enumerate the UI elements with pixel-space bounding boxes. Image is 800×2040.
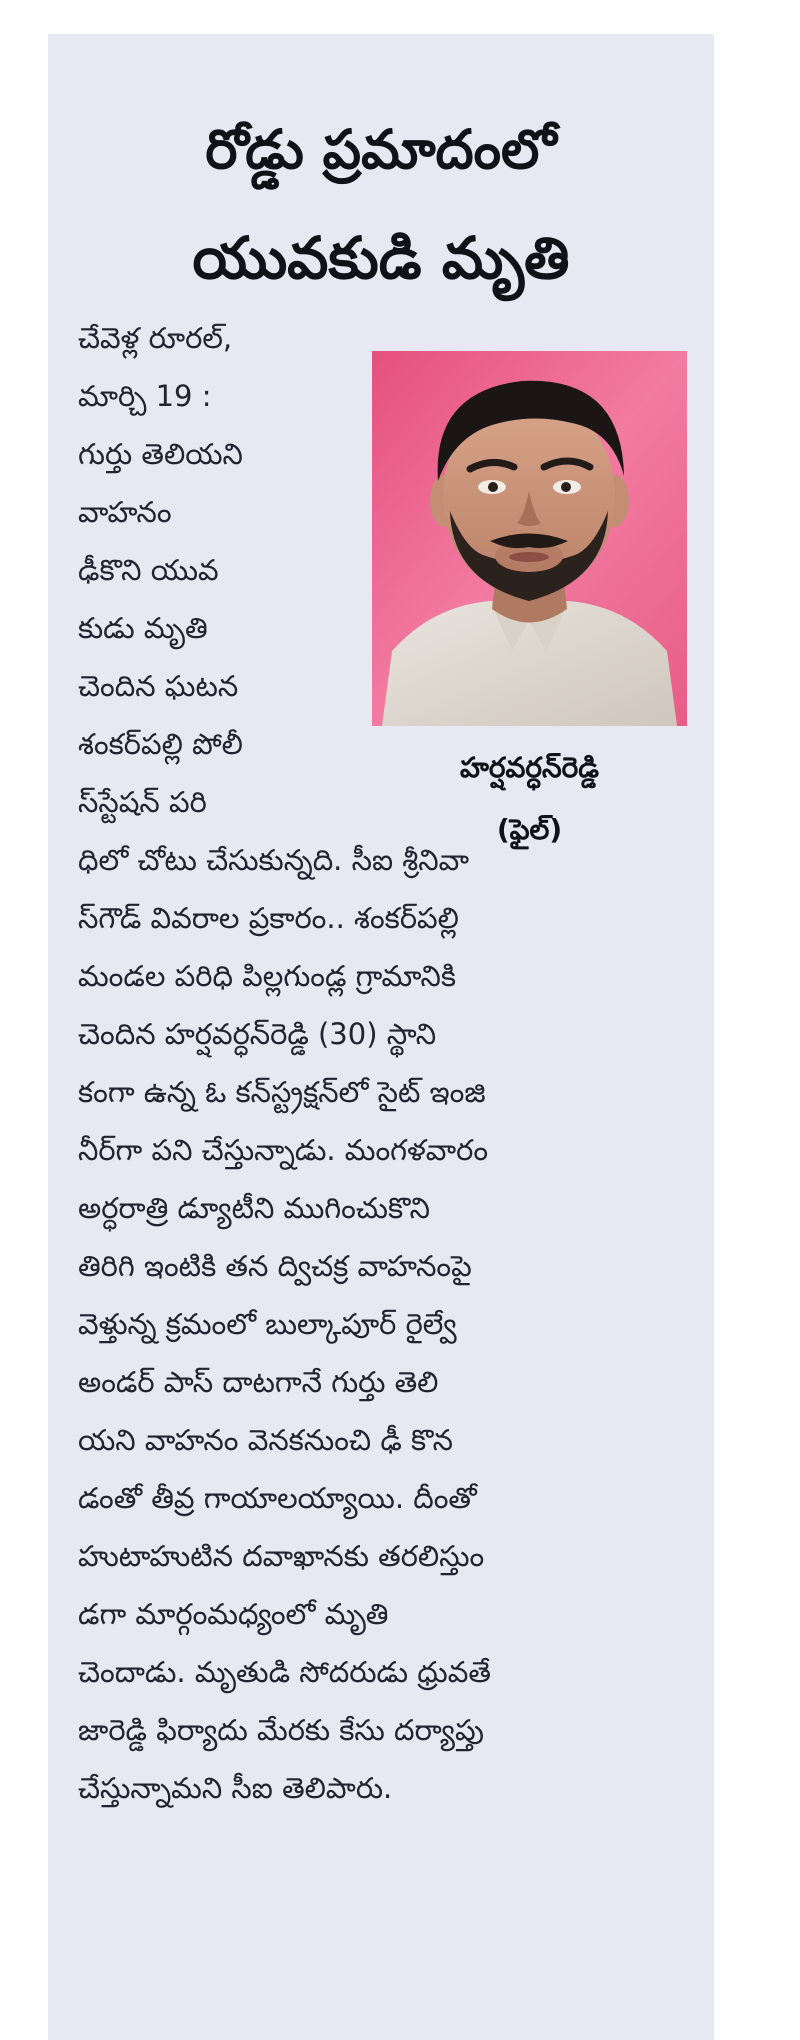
article-line: డగా మార్గంమధ్యంలో మృతి [78,1597,389,1631]
article-line: చేవెళ్ల రూరల్, [78,321,233,355]
article-line: హుటాహుటిన దవాఖానకు తరలిస్తుం [78,1539,485,1573]
article-line: మండల పరిధి పిల్లగుండ్ల గ్రామానికి [78,959,457,993]
portrait-photo [372,351,687,726]
article-line: గుర్తు తెలియని [78,437,243,471]
article-line: స్‌గౌడ్ వివరాల ప్రకారం.. శంకర్‌పల్లి [78,901,459,935]
article-line: తిరిగి ఇంటికి తన ద్విచక్ర వాహనంపై [78,1249,472,1283]
article-line: మార్చి 19 : [78,379,212,413]
photo-caption-name: హర్షవర్ధన్‌రెడ్డి [459,751,600,784]
portrait-image [372,351,687,726]
news-clipping [48,34,714,2040]
article-line: జారెడ్డి ఫిర్యాదు మేరకు కేసు దర్యాప్తు [78,1713,484,1747]
photo-caption-file: (ఫైల్) [496,813,563,846]
article-line: కంగా ఉన్న ఓ కన్‌స్ట్రక్షన్‌లో సైట్ ఇంజి [78,1075,486,1109]
article-line: ఢీకొని యువ [78,553,219,587]
article-line: చెందిన ఘటన [78,669,239,703]
article-line: అండర్ పాస్ దాటగానే గుర్తు తెలి [78,1365,439,1399]
article-line: కుడు మృతి [78,611,208,645]
article-line: అర్ధరాత్రి డ్యూటీని ముగించుకొని [78,1191,430,1225]
article-line: చేస్తున్నామని సీఐ తెలిపారు. [78,1771,393,1805]
article-line: స్‌స్టేషన్ పరి [78,785,207,819]
article-line: డంతో తీవ్ర గాయాలయ్యాయి. దీంతో [78,1481,477,1515]
article-line: వెళ్తున్న క్రమంలో బుల్కాపూర్ రైల్వే [78,1307,457,1341]
article-line: యని వాహనం వెనకనుంచి ఢీ కొన [78,1423,454,1457]
article-line: నీర్‌గా పని చేస్తున్నాడు. మంగళవారం [78,1133,489,1167]
article-line: చెందాడు. మృతుడి సోదరుడు ధ్రువతే [78,1655,491,1689]
article-line: వాహనం [78,495,172,529]
headline-line-1: రోడ్డు ప్రమాదంలో [205,118,557,181]
article-line: చెందిన హర్షవర్ధన్‌రెడ్డి (30) స్థాని [78,1017,437,1051]
headline-line-2: యువకుడి మృతి [192,224,570,292]
article-line: ధిలో చోటు చేసుకున్నది. సీఐ శ్రీనివా [78,843,469,877]
article-line: శంకర్‌పల్లి పోలీ [78,727,243,761]
